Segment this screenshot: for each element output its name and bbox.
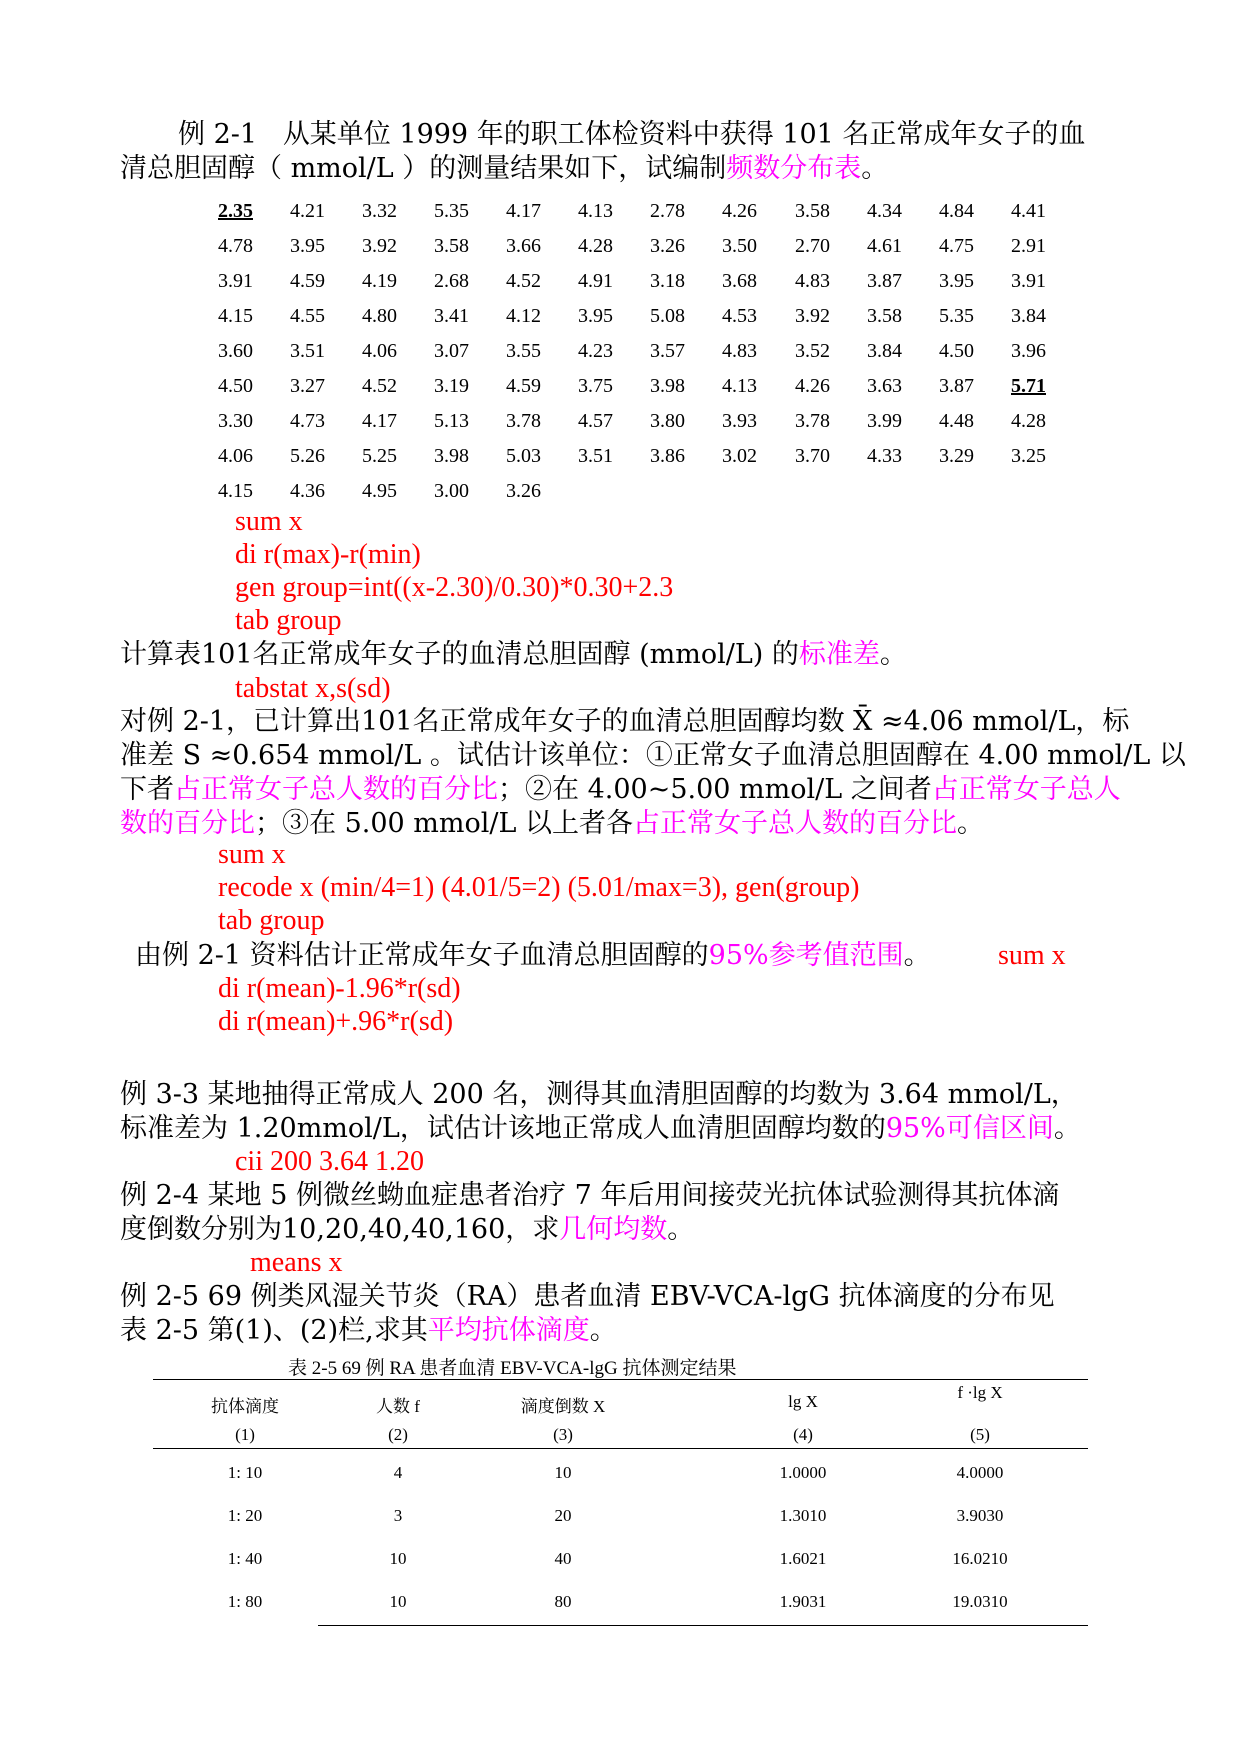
example-3-3-line2: 标准差为 1.20mmol/L，试估计该地正常成人血清胆固醇均数的95%可信区间。 [120,1113,1081,1144]
data-value: 4.06 [218,445,253,467]
code-block-3 [218,972,461,1038]
table-cell: 3 [393,1506,403,1525]
data-value: 3.84 [867,340,902,362]
code-line: di r(mean)+.96*r(sd) [218,1006,454,1037]
example-2-4-line2: 度倒数分别为10,20,40,40,160，求几何均数。 [120,1214,695,1245]
data-value: 3.02 [722,445,757,467]
table-cell: 40 [554,1549,572,1568]
data-value: 4.59 [506,375,541,397]
data-value: 2.91 [1011,235,1046,257]
data-value: 2.35 [218,200,253,222]
data-value: 5.26 [290,445,325,467]
data-value: 4.12 [506,305,541,327]
data-value: 4.26 [722,200,757,222]
data-value: 4.61 [867,235,902,257]
data-value: 3.58 [434,235,469,257]
data-value: 5.08 [650,305,685,327]
data-value: 5.03 [506,445,541,467]
data-value: 4.84 [939,200,974,222]
table-col-number: (4) [793,1425,813,1444]
example-text: 从某单位 1999 年的职工体检资料中获得 101 名正常成年女子的血 [282,119,1086,150]
data-value: 2.78 [650,200,685,222]
data-value: 4.50 [939,340,974,362]
data-value: 3.87 [939,375,974,397]
data-value: 3.70 [795,445,830,467]
data-value: 3.25 [1011,445,1046,467]
code-line: sum x [235,506,303,537]
data-value: 3.60 [218,340,253,362]
code-line: di r(max)-r(min) [235,539,421,570]
table-col-number: (5) [970,1425,990,1444]
data-value: 4.13 [722,375,757,397]
data-value: 3.93 [722,410,757,432]
highlight-frequency-table: 频数分布表 [726,153,862,184]
data-value: 3.91 [1011,270,1046,292]
table-cell: 10 [389,1592,407,1611]
data-value: 3.27 [290,375,325,397]
example-label: 例 2-1 [178,119,258,150]
data-value: 3.32 [362,200,397,222]
example-2-1-line2: 清总胆固醇（ mmol/L ）的测量结果如下，试编制频数分布表。 [120,153,889,184]
data-value: 4.83 [795,270,830,292]
data-value: 5.35 [434,200,469,222]
data-value: 3.95 [290,235,325,257]
data-value: 5.71 [1011,375,1046,397]
table-cell: 10 [389,1549,407,1568]
table-bottom-rule [318,1625,1088,1626]
code-line: tab group [235,605,342,636]
data-value: 3.95 [578,305,613,327]
highlight-ref-range: 95%参考值范围 [708,940,904,971]
table-cell: 1.3010 [779,1506,827,1525]
data-value: 3.55 [506,340,541,362]
data-value: 3.84 [1011,305,1046,327]
data-value: 2.70 [795,235,830,257]
table-cell: 4 [393,1463,403,1482]
percent-para-line2: 准差 S ≈0.654 mmol/L 。试估计该单位：①正常女子血清总胆固醇在 4.00 mmol/L 以 [120,740,1186,771]
example-2-4-line1: 例 2-4 某地 5 例微丝蚴血症患者治疗 7 年后用间接荧光抗体试验测得其抗体滴 [120,1180,1060,1211]
table-col-number: (3) [553,1425,573,1444]
example-2-5-line2: 表 2-5 第(1)、(2)栏,求其平均抗体滴度。 [120,1315,617,1346]
data-value: 4.95 [362,480,397,502]
data-value: 3.87 [867,270,902,292]
code-line: di r(mean)-1.96*r(sd) [218,973,461,1004]
data-value: 4.52 [362,375,397,397]
sd-question: 计算表101名正常成年女子的血清总胆固醇 (mmol/L) 的标准差。 [120,639,907,670]
data-value: 3.00 [434,480,469,502]
data-value: 4.73 [290,410,325,432]
data-value: 3.78 [795,410,830,432]
data-value: 3.96 [1011,340,1046,362]
table-cell: 1.6021 [779,1549,827,1568]
highlight-ci: 95%可信区间 [885,1113,1054,1144]
data-value: 3.26 [506,480,541,502]
data-value: 3.92 [362,235,397,257]
data-value: 4.48 [939,410,974,432]
data-value: 3.99 [867,410,902,432]
data-value: 3.80 [650,410,685,432]
data-value: 4.59 [290,270,325,292]
data-value: 4.36 [290,480,325,502]
code-inline-sum: sum x [998,940,1066,971]
data-value: 3.95 [939,270,974,292]
data-value: 2.68 [434,270,469,292]
data-value: 4.17 [506,200,541,222]
data-value: 4.80 [362,305,397,327]
data-value: 4.83 [722,340,757,362]
table-caption: 表 2-5 69 例 RA 患者血清 EBV-VCA-lgG 抗体测定结果 [288,1358,737,1379]
table-header: f ·lg X [957,1383,1003,1402]
data-value: 4.33 [867,445,902,467]
data-value: 4.50 [218,375,253,397]
data-value: 3.75 [578,375,613,397]
table-cell: 1: 20 [227,1506,263,1525]
data-value: 4.28 [1011,410,1046,432]
data-value: 3.19 [434,375,469,397]
data-value: 4.41 [1011,200,1046,222]
table-col-number: (1) [235,1425,255,1444]
data-value: 4.75 [939,235,974,257]
code-block-1 [235,505,673,637]
data-value: 3.51 [290,340,325,362]
table-cell: 3.9030 [956,1506,1004,1525]
data-value: 5.25 [362,445,397,467]
table-cell: 16.0210 [952,1549,1008,1568]
example-3-3-line1: 例 3-3 某地抽得正常成人 200 名，测得其血清胆固醇的均数为 3.64 mmol/L， [120,1079,1078,1110]
data-value: 4.26 [795,375,830,397]
table-header-rule [153,1448,1088,1449]
table-header: lg X [788,1392,818,1411]
table-header: 抗体滴度 [211,1397,279,1416]
code-means: means x [250,1247,343,1278]
data-value: 3.29 [939,445,974,467]
highlight-mean-titer: 平均抗体滴度 [427,1315,590,1346]
data-value: 3.07 [434,340,469,362]
data-value: 4.13 [578,200,613,222]
table-cell: 1: 80 [227,1592,263,1611]
data-value: 3.58 [795,200,830,222]
code-tabstat: tabstat x,s(sd) [235,673,391,704]
table-cell: 1: 40 [227,1549,263,1568]
data-value: 3.66 [506,235,541,257]
example-2-5-line1: 例 2-5 69 例类风湿关节炎（RA）患者血清 EBV-VCA-lgG 抗体滴度的分布见 [120,1281,1055,1312]
data-value: 4.78 [218,235,253,257]
data-value: 4.21 [290,200,325,222]
data-value: 4.06 [362,340,397,362]
data-value: 5.35 [939,305,974,327]
data-value: 4.91 [578,270,613,292]
data-value: 3.30 [218,410,253,432]
data-value: 3.78 [506,410,541,432]
percent-para-line4: 数的百分比；③在 5.00 mmol/L 以上者各占正常女子总人数的百分比。 [120,808,984,839]
data-value: 3.91 [218,270,253,292]
data-value: 3.50 [722,235,757,257]
data-value: 3.58 [867,305,902,327]
data-value: 3.57 [650,340,685,362]
data-value: 3.98 [650,375,685,397]
table-cell: 10 [554,1463,572,1482]
example-2-1-line1 [178,118,1085,152]
data-value: 4.23 [578,340,613,362]
table-header: 人数 f [376,1397,420,1416]
table-cell: 1.9031 [779,1592,827,1611]
data-value: 3.86 [650,445,685,467]
table-cell: 1.0000 [779,1463,827,1482]
data-value: 3.92 [795,305,830,327]
table-cell: 19.0310 [952,1592,1008,1611]
data-value: 3.41 [434,305,469,327]
data-value: 4.53 [722,305,757,327]
data-value: 3.18 [650,270,685,292]
table-top-rule [153,1379,1088,1380]
data-value: 3.26 [650,235,685,257]
percent-para-line3: 下者占正常女子总人数的百分比；②在 4.00~5.00 mmol/L 之间者占正常女子总人 [120,774,1121,805]
table-cell: 80 [554,1592,572,1611]
data-value: 4.19 [362,270,397,292]
code-line: gen group=int((x-2.30)/0.30)*0.30+2.3 [235,572,674,603]
code-line: tab group [218,905,325,936]
code-block-2 [218,838,859,937]
highlight-geomean: 几何均数 [559,1214,668,1245]
table-cell: 20 [554,1506,572,1525]
table-cell: 4.0000 [956,1463,1004,1482]
data-value: 5.13 [434,410,469,432]
code-line: sum x [218,839,286,870]
percent-para-line1: 对例 2-1，已计算出101名正常成年女子的血清总胆固醇均数 X̄ ≈4.06 mmol/L，标 [120,706,1130,737]
data-value: 4.28 [578,235,613,257]
data-value: 4.15 [218,480,253,502]
table-cell: 1: 10 [227,1463,263,1482]
data-value: 3.63 [867,375,902,397]
data-value: 4.17 [362,410,397,432]
table-header: 滴度倒数 X [520,1397,606,1416]
data-value: 4.34 [867,200,902,222]
data-value: 3.51 [578,445,613,467]
data-value: 4.57 [578,410,613,432]
highlight-sd: 标准差 [798,639,880,670]
data-value: 3.98 [434,445,469,467]
data-value: 3.52 [795,340,830,362]
data-value: 4.52 [506,270,541,292]
table-col-number: (2) [388,1425,408,1444]
code-cii: cii 200 3.64 1.20 [235,1146,424,1177]
ref-range-question: 由例 2-1 资料估计正常成年女子血清总胆固醇的95%参考值范围。 [135,940,931,971]
code-line: recode x (min/4=1) (4.01/5=2) (5.01/max=3), gen(group) [218,872,860,903]
data-value: 4.15 [218,305,253,327]
data-value: 3.68 [722,270,757,292]
data-value: 4.55 [290,305,325,327]
